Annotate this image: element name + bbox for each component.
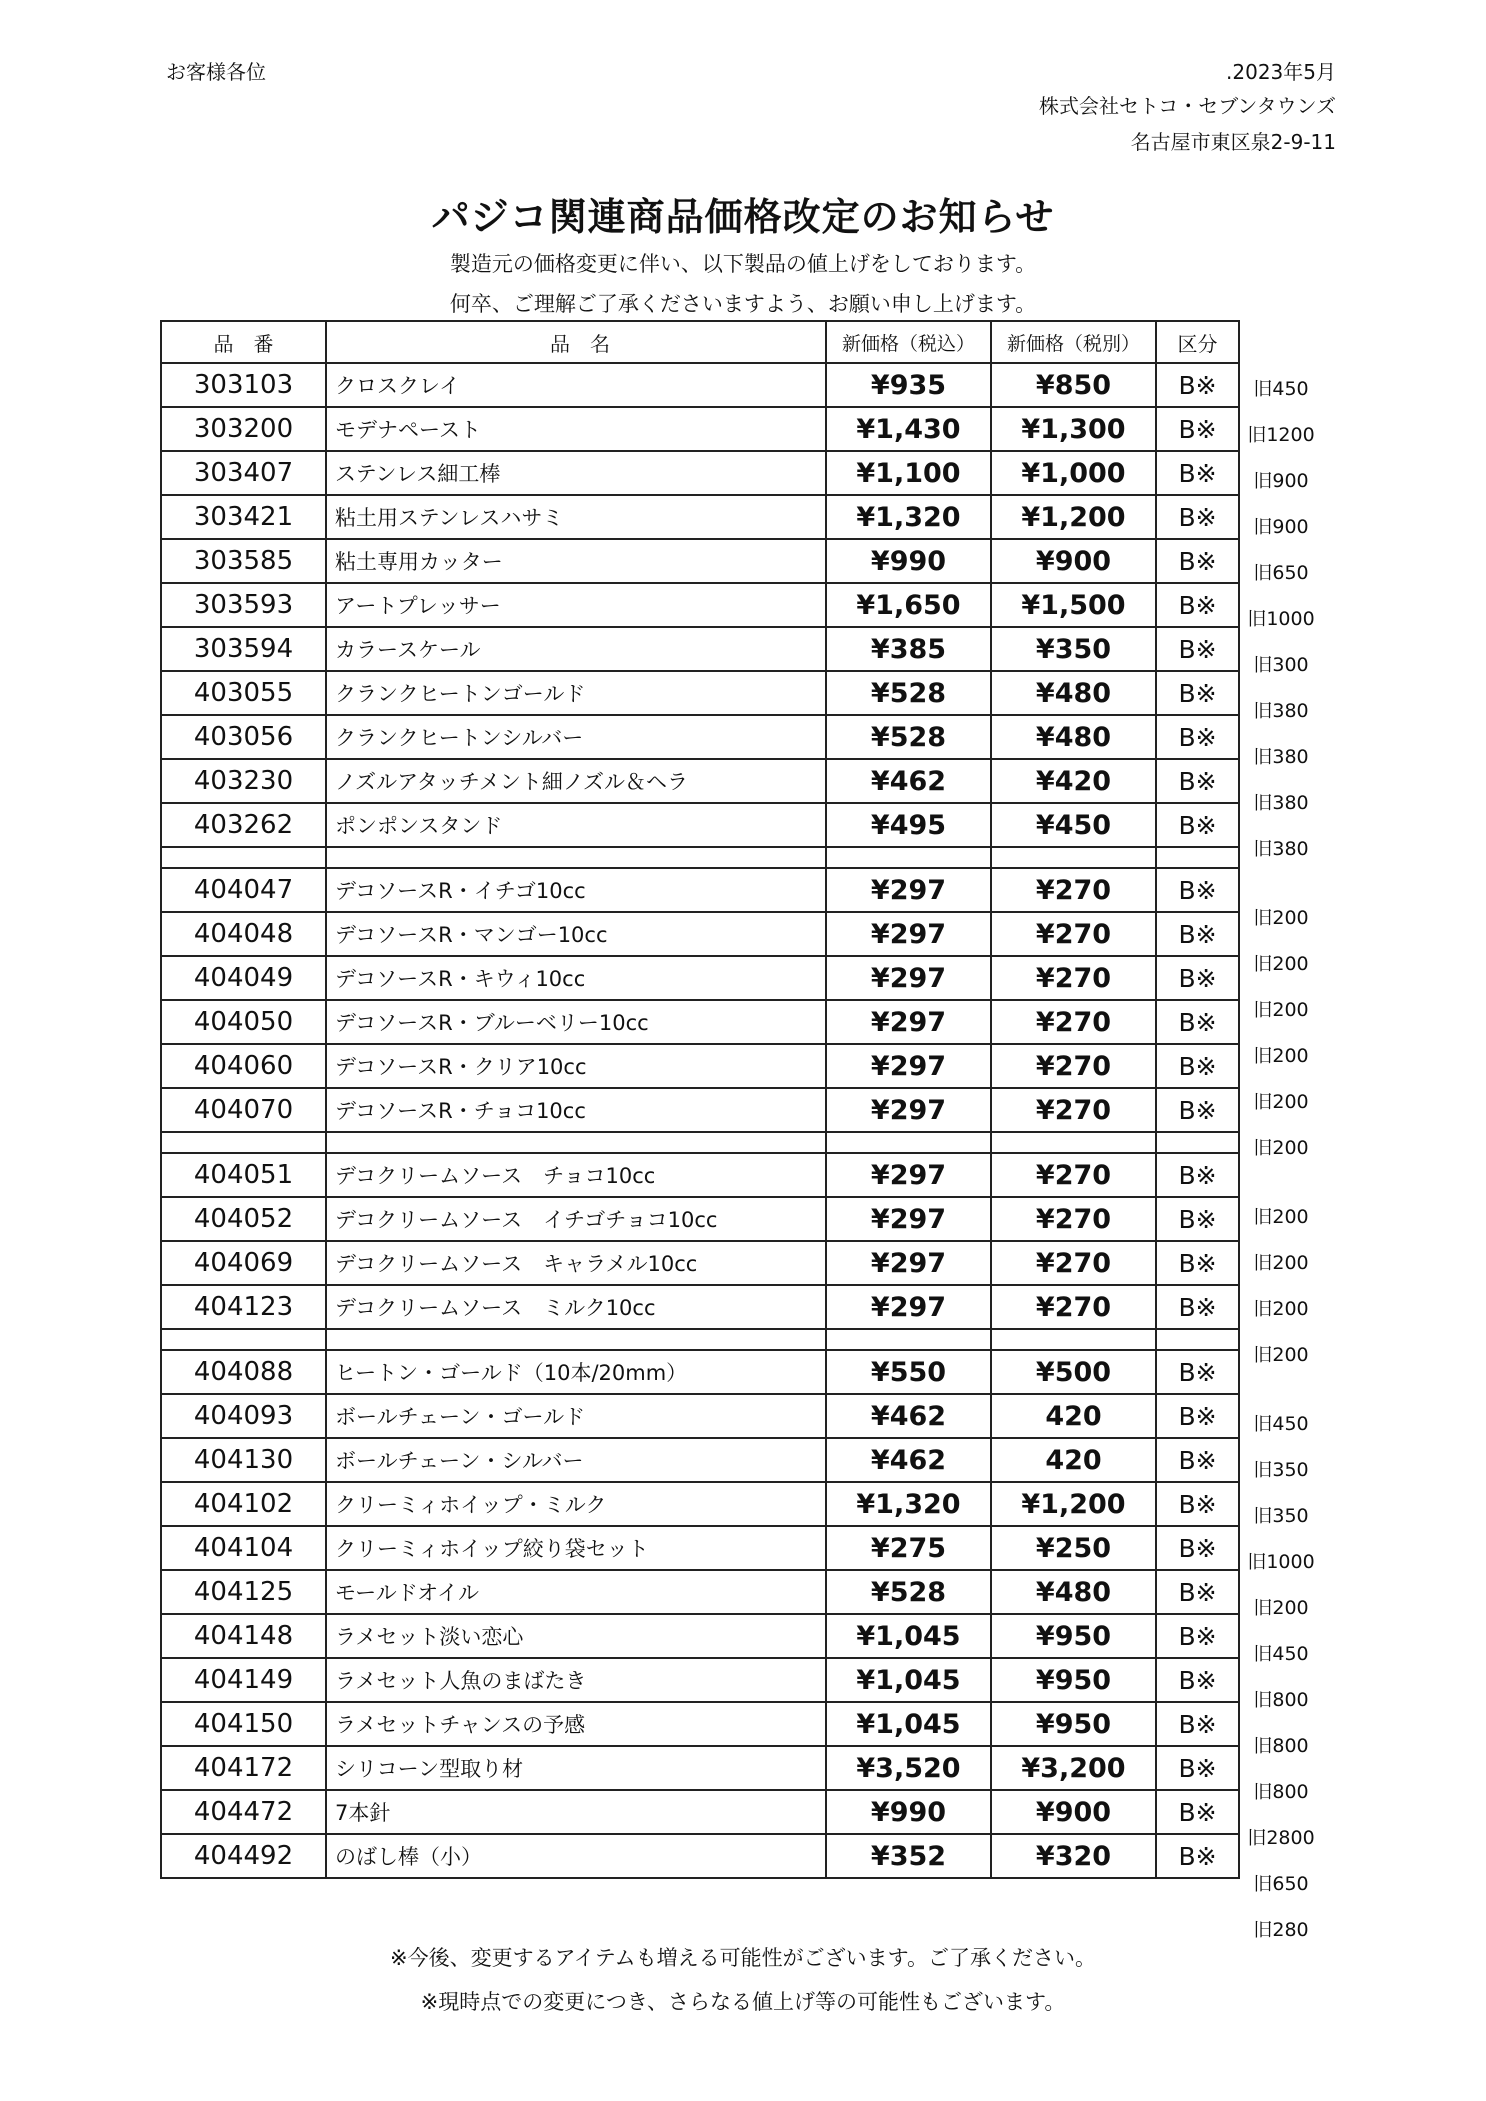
product-code: 404472 <box>161 1790 326 1834</box>
category: B※ <box>1156 1790 1239 1834</box>
old-price: 旧2800 <box>1247 1827 1315 1849</box>
product-code: 404051 <box>161 1153 326 1197</box>
price-incl-tax: ¥297 <box>826 956 991 1000</box>
product-code: 303585 <box>161 539 326 583</box>
category: B※ <box>1156 1153 1239 1197</box>
product-name: デコソースR・マンゴー10cc <box>326 912 826 956</box>
separator-cell <box>991 1329 1156 1350</box>
product-name: ポンポンスタンド <box>326 803 826 847</box>
old-price: 旧200 <box>1253 953 1309 975</box>
category: B※ <box>1156 1482 1239 1526</box>
product-name: クランクヒートンゴールド <box>326 671 826 715</box>
old-price: 旧200 <box>1253 1045 1309 1067</box>
separator-cell <box>826 847 991 868</box>
product-code: 404102 <box>161 1482 326 1526</box>
category: B※ <box>1156 1350 1239 1394</box>
table-row <box>161 956 1239 1000</box>
product-name: デコソースR・キウィ10cc <box>326 956 826 1000</box>
old-price: 旧380 <box>1253 700 1309 722</box>
old-price: 旧200 <box>1253 1091 1309 1113</box>
product-name: モデナペースト <box>326 407 826 451</box>
price-incl-tax: ¥528 <box>826 671 991 715</box>
price-excl-tax: ¥450 <box>991 803 1156 847</box>
company-address: 名古屋市東区泉2-9-11 <box>1130 130 1336 154</box>
category: B※ <box>1156 1394 1239 1438</box>
category: B※ <box>1156 956 1239 1000</box>
product-name: デコソースR・ブルーベリー10cc <box>326 1000 826 1044</box>
product-code: 303593 <box>161 583 326 627</box>
old-price: 旧1000 <box>1247 1551 1315 1573</box>
price-excl-tax: ¥950 <box>991 1658 1156 1702</box>
separator-cell <box>326 847 826 868</box>
price-incl-tax: ¥528 <box>826 1570 991 1614</box>
product-code: 404047 <box>161 868 326 912</box>
product-code: 404052 <box>161 1197 326 1241</box>
product-name: クランクヒートンシルバー <box>326 715 826 759</box>
table-row <box>161 1285 1239 1329</box>
table-row <box>161 1526 1239 1570</box>
table-row <box>161 1614 1239 1658</box>
price-excl-tax: ¥270 <box>991 1088 1156 1132</box>
price-incl-tax: ¥1,045 <box>826 1702 991 1746</box>
price-excl-tax: ¥950 <box>991 1702 1156 1746</box>
product-name: 7本針 <box>326 1790 826 1834</box>
old-price: 旧800 <box>1253 1689 1309 1711</box>
category: B※ <box>1156 363 1239 407</box>
product-name: ステンレス細工棒 <box>326 451 826 495</box>
price-excl-tax: ¥500 <box>991 1350 1156 1394</box>
old-price: 旧450 <box>1253 1643 1309 1665</box>
table-row <box>161 363 1239 407</box>
price-excl-tax: 420 <box>991 1394 1156 1438</box>
price-excl-tax: ¥1,200 <box>991 1482 1156 1526</box>
old-price: 旧450 <box>1253 1413 1309 1435</box>
price-excl-tax: ¥480 <box>991 715 1156 759</box>
header-price-excl: 新価格（税別） <box>991 321 1156 363</box>
separator-cell <box>326 1329 826 1350</box>
category: B※ <box>1156 1702 1239 1746</box>
group-separator-row <box>161 1329 1239 1350</box>
product-code: 404060 <box>161 1044 326 1088</box>
price-excl-tax: ¥270 <box>991 1197 1156 1241</box>
product-code: 303103 <box>161 363 326 407</box>
price-incl-tax: ¥1,320 <box>826 1482 991 1526</box>
table-row <box>161 671 1239 715</box>
separator-cell <box>161 1329 326 1350</box>
table-row <box>161 1088 1239 1132</box>
product-name: ラメセット人魚のまばたき <box>326 1658 826 1702</box>
product-name: デコソースR・チョコ10cc <box>326 1088 826 1132</box>
price-incl-tax: ¥275 <box>826 1526 991 1570</box>
price-excl-tax: ¥3,200 <box>991 1746 1156 1790</box>
old-price-column <box>1226 366 1336 1953</box>
old-price: 旧200 <box>1253 1206 1309 1228</box>
product-code: 303407 <box>161 451 326 495</box>
table-row <box>161 1658 1239 1702</box>
separator-cell <box>161 847 326 868</box>
product-code: 303594 <box>161 627 326 671</box>
product-code: 404104 <box>161 1526 326 1570</box>
price-incl-tax: ¥462 <box>826 759 991 803</box>
price-excl-tax: ¥480 <box>991 671 1156 715</box>
product-name: デコクリームソース キャラメル10cc <box>326 1241 826 1285</box>
table-row <box>161 1241 1239 1285</box>
category: B※ <box>1156 1197 1239 1241</box>
old-price: 旧650 <box>1253 562 1309 584</box>
addressee: お客様各位 <box>166 60 266 84</box>
product-code: 404069 <box>161 1241 326 1285</box>
product-code: 404093 <box>161 1394 326 1438</box>
price-excl-tax: ¥850 <box>991 363 1156 407</box>
price-table <box>160 320 1240 1879</box>
product-code: 404172 <box>161 1746 326 1790</box>
product-name: クロスクレイ <box>326 363 826 407</box>
old-price: 旧200 <box>1253 1298 1309 1320</box>
separator-cell <box>161 1132 326 1153</box>
table-row <box>161 1000 1239 1044</box>
category: B※ <box>1156 1241 1239 1285</box>
old-price: 旧200 <box>1253 1252 1309 1274</box>
table-row <box>161 759 1239 803</box>
product-name: デコソースR・イチゴ10cc <box>326 868 826 912</box>
table-row <box>161 1438 1239 1482</box>
price-incl-tax: ¥297 <box>826 1285 991 1329</box>
product-code: 404130 <box>161 1438 326 1482</box>
product-name: アートプレッサー <box>326 583 826 627</box>
product-name: ボールチェーン・シルバー <box>326 1438 826 1482</box>
product-code: 403262 <box>161 803 326 847</box>
table-row <box>161 407 1239 451</box>
product-code: 303421 <box>161 495 326 539</box>
price-excl-tax: ¥270 <box>991 1241 1156 1285</box>
product-name: モールドオイル <box>326 1570 826 1614</box>
intro-line-1: 製造元の価格変更に伴い、以下製品の値上げをしております。 <box>449 252 1037 276</box>
separator-cell <box>826 1132 991 1153</box>
price-incl-tax: ¥550 <box>826 1350 991 1394</box>
page-title: パジコ関連商品価格改定のお知らせ <box>431 195 1055 239</box>
price-excl-tax: ¥1,000 <box>991 451 1156 495</box>
product-name: ラメセット淡い恋心 <box>326 1614 826 1658</box>
price-excl-tax: ¥480 <box>991 1570 1156 1614</box>
intro-line-2: 何卒、ご理解ご了承くださいますよう、お願い申し上げます。 <box>449 292 1037 316</box>
product-name: デコソースR・クリア10cc <box>326 1044 826 1088</box>
old-price-gap <box>1226 1378 1336 1401</box>
product-name: のばし棒（小） <box>326 1834 826 1878</box>
price-incl-tax: ¥990 <box>826 1790 991 1834</box>
old-price: 旧900 <box>1253 470 1309 492</box>
price-excl-tax: ¥270 <box>991 1153 1156 1197</box>
product-code: 404049 <box>161 956 326 1000</box>
old-price: 旧1200 <box>1247 424 1315 446</box>
header-price-incl: 新価格（税込） <box>826 321 991 363</box>
group-separator-row <box>161 847 1239 868</box>
category: B※ <box>1156 803 1239 847</box>
table-row <box>161 1044 1239 1088</box>
old-price: 旧900 <box>1253 516 1309 538</box>
price-excl-tax: ¥270 <box>991 868 1156 912</box>
separator-cell <box>991 847 1156 868</box>
product-code: 403230 <box>161 759 326 803</box>
price-excl-tax: ¥1,200 <box>991 495 1156 539</box>
product-code: 404492 <box>161 1834 326 1878</box>
price-excl-tax: ¥250 <box>991 1526 1156 1570</box>
category: B※ <box>1156 583 1239 627</box>
category: B※ <box>1156 627 1239 671</box>
table-row <box>161 495 1239 539</box>
category: B※ <box>1156 1438 1239 1482</box>
price-excl-tax: ¥270 <box>991 912 1156 956</box>
old-price-gap <box>1226 872 1336 895</box>
old-price-gap <box>1226 1171 1336 1194</box>
category: B※ <box>1156 451 1239 495</box>
category: B※ <box>1156 1526 1239 1570</box>
category: B※ <box>1156 759 1239 803</box>
category: B※ <box>1156 868 1239 912</box>
table-row <box>161 1482 1239 1526</box>
product-code: 403055 <box>161 671 326 715</box>
table-row <box>161 912 1239 956</box>
price-incl-tax: ¥385 <box>826 627 991 671</box>
product-code: 404088 <box>161 1350 326 1394</box>
price-incl-tax: ¥297 <box>826 912 991 956</box>
table-row <box>161 1746 1239 1790</box>
table-row <box>161 868 1239 912</box>
price-incl-tax: ¥935 <box>826 363 991 407</box>
header-code: 品 番 <box>161 321 326 363</box>
price-incl-tax: ¥1,430 <box>826 407 991 451</box>
category: B※ <box>1156 539 1239 583</box>
price-incl-tax: ¥297 <box>826 1044 991 1088</box>
price-incl-tax: ¥1,045 <box>826 1614 991 1658</box>
footnote-1: ※今後、変更するアイテムも増える可能性がございます。ご了承ください。 <box>390 1946 1096 1970</box>
category: B※ <box>1156 407 1239 451</box>
old-price: 旧800 <box>1253 1735 1309 1757</box>
price-excl-tax: ¥270 <box>991 956 1156 1000</box>
table-header-row <box>161 321 1239 363</box>
price-excl-tax: ¥270 <box>991 1044 1156 1088</box>
price-incl-tax: ¥297 <box>826 1088 991 1132</box>
category: B※ <box>1156 1570 1239 1614</box>
footnote-2: ※現時点での変更につき、さらなる値上げ等の可能性もございます。 <box>420 1990 1066 2014</box>
table-row <box>161 583 1239 627</box>
old-price: 旧200 <box>1253 1597 1309 1619</box>
product-code: 404150 <box>161 1702 326 1746</box>
price-incl-tax: ¥3,520 <box>826 1746 991 1790</box>
price-incl-tax: ¥990 <box>826 539 991 583</box>
category: B※ <box>1156 1285 1239 1329</box>
category: B※ <box>1156 1834 1239 1878</box>
category: B※ <box>1156 1044 1239 1088</box>
price-excl-tax: ¥420 <box>991 759 1156 803</box>
old-price: 旧350 <box>1253 1505 1309 1527</box>
product-code: 404050 <box>161 1000 326 1044</box>
product-name: ヒートン・ゴールド（10本/20mm） <box>326 1350 826 1394</box>
old-price: 旧800 <box>1253 1781 1309 1803</box>
product-code: 403056 <box>161 715 326 759</box>
category: B※ <box>1156 1658 1239 1702</box>
old-price: 旧200 <box>1253 1137 1309 1159</box>
table-row <box>161 1702 1239 1746</box>
product-name: クリーミィホイップ・ミルク <box>326 1482 826 1526</box>
product-name: カラースケール <box>326 627 826 671</box>
old-price: 旧1000 <box>1247 608 1315 630</box>
price-incl-tax: ¥1,650 <box>826 583 991 627</box>
company-name: 株式会社セトコ・セブンタウンズ <box>1039 94 1336 118</box>
product-code: 404125 <box>161 1570 326 1614</box>
category: B※ <box>1156 495 1239 539</box>
old-price: 旧450 <box>1253 378 1309 400</box>
product-code: 404070 <box>161 1088 326 1132</box>
issue-date: .2023年5月 <box>1226 60 1336 84</box>
separator-cell <box>326 1132 826 1153</box>
product-name: ノズルアタッチメント細ノズル＆ヘラ <box>326 759 826 803</box>
category: B※ <box>1156 671 1239 715</box>
table-row <box>161 1153 1239 1197</box>
table-row <box>161 451 1239 495</box>
price-incl-tax: ¥462 <box>826 1438 991 1482</box>
price-excl-tax: ¥1,300 <box>991 407 1156 451</box>
category: B※ <box>1156 715 1239 759</box>
product-name: デコクリームソース ミルク10cc <box>326 1285 826 1329</box>
product-name: 粘土専用カッター <box>326 539 826 583</box>
price-incl-tax: ¥462 <box>826 1394 991 1438</box>
product-code: 404123 <box>161 1285 326 1329</box>
table-row <box>161 539 1239 583</box>
price-incl-tax: ¥297 <box>826 1197 991 1241</box>
price-excl-tax: ¥270 <box>991 1000 1156 1044</box>
table-row <box>161 715 1239 759</box>
table-row <box>161 1197 1239 1241</box>
category: B※ <box>1156 1746 1239 1790</box>
product-name: 粘土用ステンレスハサミ <box>326 495 826 539</box>
product-code: 303200 <box>161 407 326 451</box>
price-incl-tax: ¥352 <box>826 1834 991 1878</box>
price-incl-tax: ¥1,320 <box>826 495 991 539</box>
price-excl-tax: ¥270 <box>991 1285 1156 1329</box>
separator-cell <box>826 1329 991 1350</box>
table-row <box>161 1834 1239 1878</box>
header-name: 品 名 <box>326 321 826 363</box>
price-incl-tax: ¥528 <box>826 715 991 759</box>
price-excl-tax: 420 <box>991 1438 1156 1482</box>
category: B※ <box>1156 1088 1239 1132</box>
price-excl-tax: ¥1,500 <box>991 583 1156 627</box>
old-price: 旧380 <box>1253 838 1309 860</box>
category: B※ <box>1156 1614 1239 1658</box>
price-incl-tax: ¥297 <box>826 1241 991 1285</box>
price-incl-tax: ¥1,100 <box>826 451 991 495</box>
old-price: 旧350 <box>1253 1459 1309 1481</box>
price-excl-tax: ¥900 <box>991 1790 1156 1834</box>
price-excl-tax: ¥950 <box>991 1614 1156 1658</box>
old-price: 旧380 <box>1253 792 1309 814</box>
price-incl-tax: ¥1,045 <box>826 1658 991 1702</box>
table-row <box>161 803 1239 847</box>
table-row <box>161 1570 1239 1614</box>
price-incl-tax: ¥495 <box>826 803 991 847</box>
group-separator-row <box>161 1132 1239 1153</box>
table-row <box>161 1394 1239 1438</box>
table-body <box>161 363 1239 1878</box>
old-price: 旧200 <box>1253 1344 1309 1366</box>
product-name: ラメセットチャンスの予感 <box>326 1702 826 1746</box>
table-row <box>161 1350 1239 1394</box>
product-name: デコクリームソース チョコ10cc <box>326 1153 826 1197</box>
product-code: 404148 <box>161 1614 326 1658</box>
product-code: 404149 <box>161 1658 326 1702</box>
old-price: 旧650 <box>1253 1873 1309 1895</box>
header-category: 区分 <box>1156 321 1239 363</box>
product-name: ボールチェーン・ゴールド <box>326 1394 826 1438</box>
old-price: 旧200 <box>1253 907 1309 929</box>
category: B※ <box>1156 912 1239 956</box>
product-name: クリーミィホイップ絞り袋セット <box>326 1526 826 1570</box>
product-code: 404048 <box>161 912 326 956</box>
category: B※ <box>1156 1000 1239 1044</box>
separator-cell <box>991 1132 1156 1153</box>
product-name: デコクリームソース イチゴチョコ10cc <box>326 1197 826 1241</box>
price-excl-tax: ¥320 <box>991 1834 1156 1878</box>
old-price: 旧300 <box>1253 654 1309 676</box>
old-price: 旧200 <box>1253 999 1309 1021</box>
table-row <box>161 1790 1239 1834</box>
table-row <box>161 627 1239 671</box>
price-incl-tax: ¥297 <box>826 1153 991 1197</box>
price-excl-tax: ¥350 <box>991 627 1156 671</box>
price-incl-tax: ¥297 <box>826 1000 991 1044</box>
price-incl-tax: ¥297 <box>826 868 991 912</box>
price-excl-tax: ¥900 <box>991 539 1156 583</box>
old-price: 旧380 <box>1253 746 1309 768</box>
product-name: シリコーン型取り材 <box>326 1746 826 1790</box>
old-price: 旧280 <box>1253 1919 1309 1941</box>
